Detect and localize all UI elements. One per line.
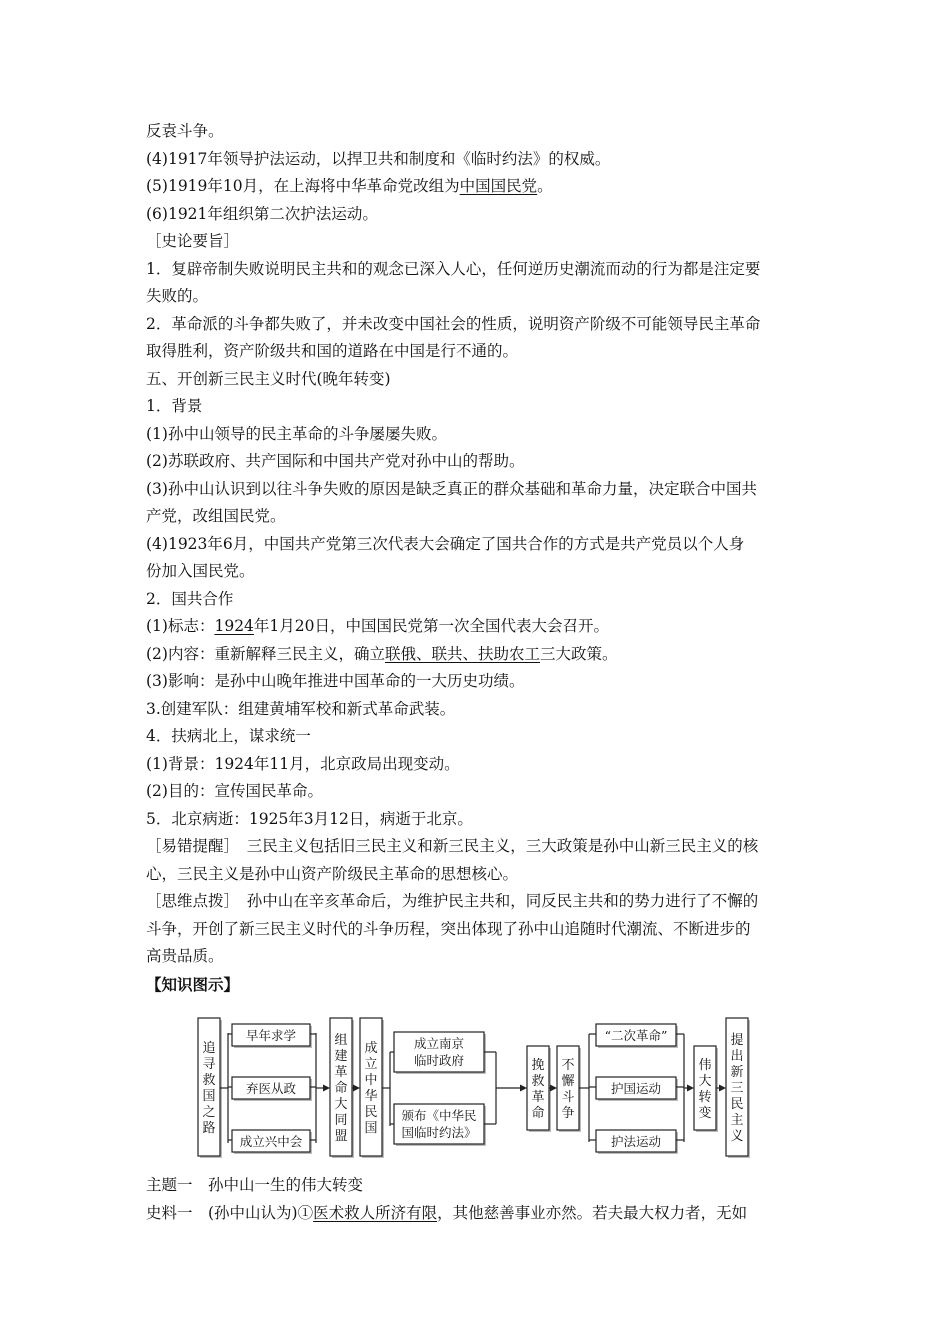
text-line (146, 256, 811, 284)
text-line (146, 448, 811, 476)
text-line (146, 613, 811, 641)
text-line (146, 861, 811, 889)
col8-item: “二次革命” (604, 1028, 668, 1043)
text-line (146, 751, 811, 779)
text-span: 年1月20日，中国国民党第一次全国代表大会召开。 (253, 617, 610, 635)
text-line (146, 1172, 811, 1200)
text-line (146, 366, 811, 394)
text-line (146, 1200, 811, 1228)
text-span: (5)1919年10月，在上海将中华革命党改组为 (146, 177, 460, 195)
underlined-key-term: 联俄、联共、扶助农工 (384, 644, 540, 663)
text-line (146, 173, 811, 201)
text-line (146, 806, 811, 834)
col2-item: 弃医从政 (245, 1081, 297, 1096)
text-span: 产党，改组国民党。 (146, 507, 286, 525)
vertical-label-col1: 追寻救国之路 (202, 1041, 216, 1137)
body-text (146, 118, 811, 998)
text-span: 五、开创新三民主义时代(晚年转变) (146, 369, 391, 388)
text-span: 2．革命派的斗争都失败了，并未改变中国社会的性质，说明资产阶级不可能领导民主革命 (146, 314, 761, 333)
text-span: (4)1917年领导护法运动，以捍卫共和制度和《临时约法》的权威。 (146, 149, 611, 168)
knowledge-diagram (146, 1008, 811, 1160)
text-line (146, 668, 811, 696)
text-span: (1)背景：1924年11月，北京政局出现变动。 (146, 754, 460, 773)
underlined-key-term: 中国国民党 (459, 177, 538, 195)
document-page (146, 118, 811, 1227)
vertical-label-col3: 组建革命大同盟 (334, 1033, 348, 1145)
vertical-label-col7: 不懈斗争 (561, 1058, 575, 1122)
underlined-key-term: 1924 (214, 617, 254, 635)
arrow-head (520, 1085, 527, 1092)
vertical-label-col4: 成立中华民国 (364, 1041, 378, 1137)
text-span: 。 (537, 177, 553, 195)
arrow-head (353, 1085, 360, 1092)
text-span: 取得胜利，资产阶级共和国的道路在中国是行不通的。 (146, 342, 519, 360)
text-line (146, 146, 811, 174)
col2-item: 早年求学 (245, 1028, 297, 1043)
text-line (146, 393, 811, 421)
text-span: 高贵品质。 (146, 947, 224, 965)
vertical-label-col9: 伟大转变 (698, 1058, 712, 1122)
text-span: (2)内容：重新解释三民主义，确立 (146, 644, 385, 663)
text-line (146, 531, 811, 559)
text-line (146, 641, 811, 669)
text-span: ，其他慈善事业亦然。若夫最大权力者，无如 (437, 1203, 748, 1222)
text-line (146, 558, 811, 586)
text-span: 三大政策。 (539, 644, 618, 663)
text-span: 【知识图示】 (146, 974, 240, 994)
vertical-label-col10: 提出新三民主义 (730, 1033, 744, 1145)
arrow-head (687, 1085, 694, 1092)
text-line (146, 888, 811, 916)
arrow-head (719, 1085, 726, 1092)
text-line (146, 311, 811, 339)
text-line (146, 283, 811, 311)
col5-item-line1: 成立南京 (413, 1036, 465, 1051)
text-span: 份加入国民党。 (146, 562, 255, 580)
text-line (146, 778, 811, 806)
text-line (146, 696, 811, 724)
vertical-label-col6: 挽救革命 (531, 1058, 545, 1122)
col8-item: 护国运动 (610, 1081, 662, 1096)
text-span: 失败的。 (146, 287, 209, 305)
text-span: 3.创建军队：组建黄埔军校和新式革命武装。 (146, 699, 456, 718)
text-span: ［史论要旨］ (146, 232, 240, 250)
text-span: (2)目的：宣传国民革命。 (146, 782, 323, 800)
text-line (146, 971, 811, 999)
knowledge-diagram-svg (146, 1008, 806, 1160)
text-line (146, 118, 811, 146)
text-line (146, 723, 811, 751)
text-span: (6)1921年组织第二次护法运动。 (146, 204, 378, 223)
theme-section (146, 1172, 811, 1227)
text-span: (4)1923年6月，中国共产党第三次代表大会确定了国共合作的方式是共产党员以个人身 (146, 534, 745, 553)
text-span: ［思维点拨］ 孙中山在辛亥革命后，为维护民主共和，同反民主共和的势力进行了不懈的 (146, 892, 759, 910)
text-span: 心，三民主义是孙中山资产阶级民主革命的思想核心。 (146, 864, 519, 883)
text-span: (1)孙中山领导的民主革命的斗争屡屡失败。 (146, 424, 447, 443)
col5-item-line2: 临时政府 (413, 1053, 465, 1068)
text-span: 2．国共合作 (146, 589, 234, 608)
text-line (146, 503, 811, 531)
text-span: 5．北京病逝：1925年3月12日，病逝于北京。 (146, 809, 473, 828)
text-span: 史料一 (孙中山认为)① (146, 1203, 314, 1222)
text-line (146, 421, 811, 449)
col5-item-line1: 颁布《中华民 (401, 1108, 477, 1123)
text-line (146, 916, 811, 944)
text-span: 1．复辟帝制失败说明民主共和的观念已深入人心，任何逆历史潮流而动的行为都是注定要 (146, 259, 761, 278)
arrow-head (550, 1085, 557, 1092)
text-span: 1．背景 (146, 397, 203, 415)
text-span: (1)标志： (146, 617, 215, 635)
col8-item: 护法运动 (610, 1134, 662, 1149)
text-span: (2)苏联政府、共产国际和中国共产党对孙中山的帮助。 (146, 452, 525, 470)
text-span: 反袁斗争。 (146, 122, 224, 140)
text-span: (3)影响：是孙中山晚年推进中国革命的一大历史功绩。 (146, 672, 525, 690)
text-span: ［易错提醒］ 三民主义包括旧三民主义和新三民主义，三大政策是孙中山新三民主义的核 (146, 837, 759, 855)
text-line (146, 943, 811, 971)
text-line (146, 586, 811, 614)
text-line (146, 476, 811, 504)
text-line (146, 201, 811, 229)
col2-item: 成立兴中会 (239, 1134, 303, 1149)
text-span: 4．扶病北上，谋求统一 (146, 727, 311, 745)
underlined-key-term: 医术救人所济有限 (313, 1203, 438, 1222)
text-line (146, 338, 811, 366)
col5-item-line2: 国临时约法》 (401, 1125, 477, 1140)
text-line (146, 833, 811, 861)
arrow-head (323, 1085, 330, 1092)
text-span: 主题一 孙中山一生的伟大转变 (146, 1176, 364, 1194)
text-line (146, 228, 811, 256)
text-span: (3)孙中山认识到以往斗争失败的原因是缺乏真正的群众基础和革命力量，决定联合中国共 (146, 479, 757, 498)
text-span: 斗争，开创了新三民主义时代的斗争历程，突出体现了孙中山追随时代潮流、不断进步的 (146, 919, 751, 938)
